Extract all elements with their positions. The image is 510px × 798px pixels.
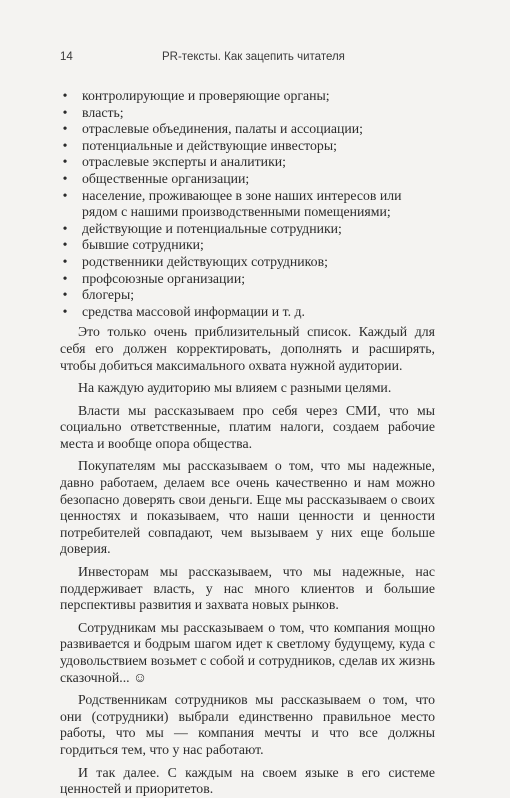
list-item xyxy=(60,221,435,238)
paragraph: Покупателям мы рассказываем о том, что мы надежные, давно работаем, делаем все очень качественно и нам можно безопасно доверять свои деньги. Еще мы рассказываем о своих ценностях и показываем, что наши ценности и ценности потребителей совпадают, чем вызываем у них еще больше доверия. xyxy=(60,458,435,557)
list-item-text: население, проживающее в зоне наших интересов или рядом с нашими производственными помещениями; xyxy=(82,187,402,220)
bullet-marker: • xyxy=(62,253,68,269)
list-item xyxy=(60,271,435,288)
paragraph: Сотрудникам мы рассказываем о том, что компания мощно развивается и бодрым шагом идет к светлому будущему, куда с удовольствием возьмет с собой и сотрудников, сделав их жизнь сказочной... ☺ xyxy=(60,619,435,685)
bullet-marker: • xyxy=(62,287,68,303)
paragraph: Власти мы рассказываем про себя через СМИ, что мы социально ответственные, платим налоги, создаем рабочие места и вообще опора общества. xyxy=(60,402,435,451)
list-item xyxy=(60,287,435,304)
list-item-text: профсоюзные организации; xyxy=(82,270,246,286)
bullet-marker: • xyxy=(62,187,68,203)
list-item-text: средства массовой информации и т. д. xyxy=(82,303,305,319)
paragraph: И так далее. С каждым на своем языке в его системе ценностей и приоритетов. xyxy=(60,764,435,797)
bullet-marker: • xyxy=(62,170,68,186)
bullet-marker: • xyxy=(62,220,68,236)
list-item-text: отраслевые эксперты и аналитики; xyxy=(82,154,286,170)
list-item-text: власть; xyxy=(82,104,124,120)
list-item-text: общественные организации; xyxy=(82,170,250,186)
paragraphs xyxy=(60,324,435,797)
list-item-text: родственники действующих сотрудников; xyxy=(82,253,328,269)
list-item xyxy=(60,188,435,221)
paragraph: Инвесторам мы рассказываем, что мы надежные, нас поддерживает власть, у нас много клиентов и большие перспективы развития и захвата новых рынков. xyxy=(60,564,435,613)
bullet-marker: • xyxy=(62,303,68,319)
list-item xyxy=(60,254,435,271)
running-title: PR-тексты. Как зацепить читателя xyxy=(162,51,345,63)
list-item xyxy=(60,105,435,122)
list-item xyxy=(60,237,435,254)
list-item xyxy=(60,154,435,171)
audience-list xyxy=(60,88,435,320)
paragraph: Родственникам сотрудников мы рассказываем о том, что они (сотрудники) выбрали единственно правильное место работы, что мы — компания мечты и что все должны гордиться тем, что у нас работают. xyxy=(60,692,435,757)
bullet-marker: • xyxy=(62,121,68,137)
body-text xyxy=(60,88,435,798)
list-item-text: блогеры; xyxy=(82,287,135,303)
bullet-marker: • xyxy=(62,237,68,253)
list-item xyxy=(60,121,435,138)
list-item xyxy=(60,171,435,188)
list-item-text: контролирующие и проверяющие органы; xyxy=(82,88,330,103)
bullet-marker: • xyxy=(62,104,68,120)
list-item xyxy=(60,88,435,105)
list-item-text: бывшие сотрудники; xyxy=(82,237,204,253)
bullet-marker: • xyxy=(62,154,68,170)
bullet-marker: • xyxy=(62,137,68,153)
paragraph: На каждую аудиторию мы влияем с разными целями. xyxy=(78,380,392,396)
list-item-text: потенциальные и действующие инвесторы; xyxy=(82,137,337,153)
page-number: 14 xyxy=(60,51,73,63)
list-item xyxy=(60,138,435,155)
bullet-marker: • xyxy=(62,270,68,286)
list-item-text: действующие и потенциальные сотрудники; xyxy=(82,220,342,236)
paragraph: Это только очень приблизительный список. Каждый для себя его должен корректировать, дополнять и расширять, чтобы добиться максимального охвата нужной аудитории. xyxy=(60,324,435,373)
list-item-text: отраслевые объединения, палаты и ассоциации; xyxy=(82,121,364,137)
list-item xyxy=(60,304,435,321)
bullet-marker: • xyxy=(62,88,68,103)
